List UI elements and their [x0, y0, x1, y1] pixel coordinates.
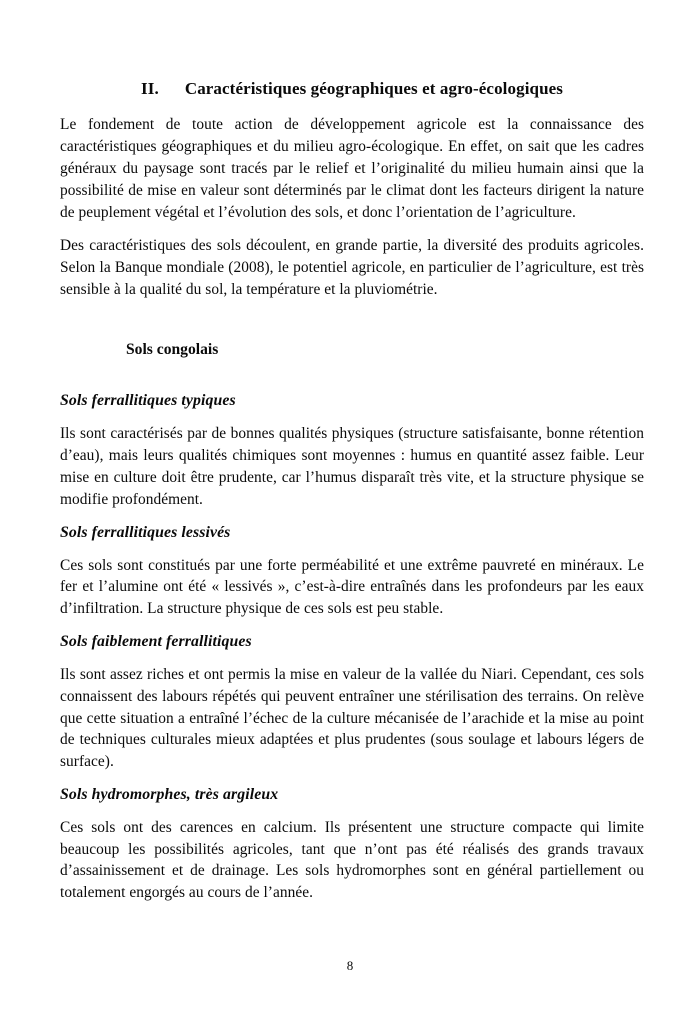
soil-heading-hydromorphes-argileux: Sols hydromorphes, très argileux — [60, 785, 279, 803]
page-content — [60, 0, 644, 904]
section-heading — [60, 0, 644, 99]
paragraph-hydromorphes-argileux: Ces sols ont des carences en calcium. Ils présentent une structure compacte qui limite beaucoup les possibilités agricoles, tant que n’ont pas été réalisés des grands travaux d’assainissement et de drainage. Les sols hydromorphes sont en général partiellement ou totalement engorgés au cours de l’année. — [60, 818, 644, 902]
paragraph-intro-2: Des caractéristiques des sols découlent, en grande partie, la diversité des produits agricoles. Selon la Banque mondiale (2008), le potentiel agricole, en particulier de l’agriculture, est très sensible à la qualité du sol, la température et la pluviométrie. — [60, 237, 644, 298]
soil-heading-ferrallitiques-lessives: Sols ferrallitiques lessivés — [60, 523, 231, 541]
page-number: 8 — [346, 958, 354, 973]
soil-heading-faiblement-ferrallitiques: Sols faiblement ferrallitiques — [60, 632, 252, 650]
subheading-sols-congolais: Sols congolais — [126, 340, 219, 358]
paragraph-ferrallitiques-typiques: Ils sont caractérisés par de bonnes qualités physiques (structure satisfaisante, bonne rétention d’eau), mais leurs qualités chimiques sont moyennes : humus en quantité assez faible. Leur mise en culture doit être prudente, car l’humus disparaît très vite, et la structure physique se modifie profondément. — [60, 425, 644, 508]
paragraph-intro-1: Le fondement de toute action de développement agricole est la connaissance des caractéristiques géographiques et du milieu agro-écologique. En effet, on sait que les cadres généraux du paysage sont tracés par le relief et l’originalité du milieu humain ainsi que la possibilité de mise en valeur sont déterminés par le climat dont les facteurs dirigent la nature de peuplement végétal et l’évolution des sols, et donc l’orientation de l’agriculture. — [60, 116, 644, 221]
soil-heading-ferrallitiques-typiques: Sols ferrallitiques typiques — [60, 392, 236, 410]
section-title: Caractéristiques géographiques et agro-écologiques — [184, 79, 563, 98]
paragraph-ferrallitiques-lessives: Ces sols sont constitués par une forte perméabilité et une extrême pauvreté en minéraux. Le fer et l’alumine ont été « lessivés », c’est-à-dire entraînés dans les profondeurs par les eaux d’infiltration. La structure physique de ces sols est peu stable. — [60, 556, 644, 618]
section-numeral: II. — [141, 79, 159, 98]
paragraph-faiblement-ferrallitiques: Ils sont assez riches et ont permis la mise en valeur de la vallée du Niari. Cependant, ces sols connaissent des labours répétés qui peuvent entraîner une stérilisation des terrains. On relève que cette situation a entraîné l’échec de la culture mécanisée de l’arachide et la mise au point de techniques culturales mieux adaptées et plus prudentes (sous soulage et labours légers de surface). — [60, 665, 644, 771]
